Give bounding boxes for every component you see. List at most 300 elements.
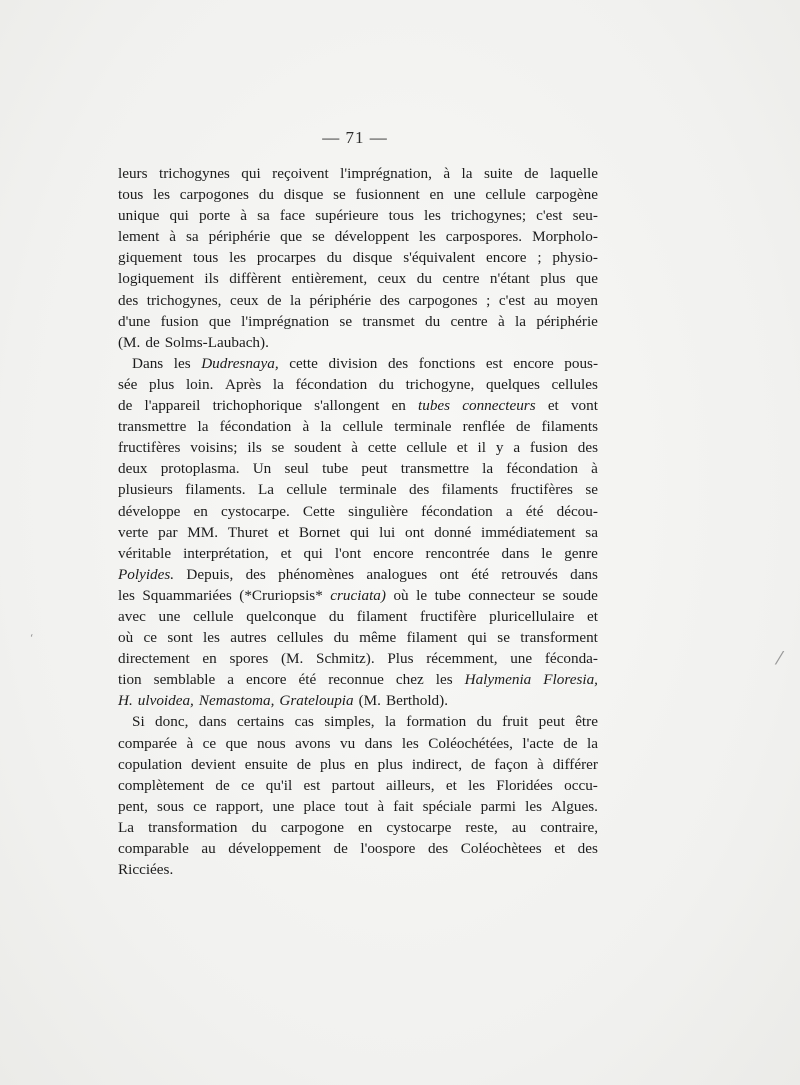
word: Solms-Laubach). [164, 333, 269, 351]
word: analogues [366, 565, 428, 583]
text-line [118, 479, 598, 500]
margin-pencil-stroke: ⁄ [778, 648, 782, 669]
word: du [258, 186, 274, 204]
word: carpospores. [445, 228, 523, 246]
word: moyen [556, 291, 598, 309]
word: la [384, 713, 396, 731]
word: quelques [485, 375, 540, 393]
word: deux [118, 460, 148, 478]
word: MM. [187, 523, 219, 541]
word: de [471, 755, 486, 773]
word: les [118, 586, 135, 604]
word: tous [192, 249, 219, 267]
word: est [303, 776, 321, 794]
word: différer [552, 755, 598, 773]
word: à [302, 418, 310, 436]
word: phénomènes [278, 565, 355, 583]
word: formation [406, 713, 467, 731]
word: se [542, 586, 555, 604]
word: ce [241, 776, 255, 794]
word: a [505, 502, 513, 520]
word: Coléochétées, [428, 734, 513, 752]
word: se [585, 481, 598, 499]
word: peut [361, 460, 388, 478]
word: les [229, 249, 246, 267]
word: et [587, 607, 598, 625]
word: entièrement, [291, 270, 368, 288]
text-line [118, 226, 598, 247]
word: carpogones [179, 186, 249, 204]
word: sa [257, 207, 270, 225]
word: ce [193, 797, 207, 815]
word: ulvoidea, [137, 692, 194, 710]
word: Polyides. [118, 565, 175, 583]
word: et [547, 397, 559, 415]
word: filament [356, 607, 408, 625]
word: à [351, 439, 358, 457]
word: Floridées [496, 776, 553, 794]
word: carpogone [280, 818, 344, 836]
word: carpogène [535, 186, 598, 204]
text-line [118, 437, 598, 458]
word: trichogynes; [450, 207, 527, 225]
word: et [278, 523, 290, 541]
word: d'une [118, 312, 151, 330]
word: tous [118, 186, 144, 204]
word: une [272, 797, 295, 815]
word: renflée [462, 418, 505, 436]
word: l'oospore [360, 840, 416, 857]
word: sous [157, 797, 185, 815]
word: complètement [118, 776, 205, 794]
word: vu [339, 734, 356, 752]
word: plusieurs [118, 481, 173, 499]
text-line [118, 564, 598, 585]
word: (*Cruriopsis* [239, 586, 323, 604]
word: filaments [541, 418, 598, 436]
word: reste, [465, 818, 498, 836]
word: face [279, 207, 306, 225]
word: rapport, [215, 797, 264, 815]
word: immédiatement [481, 523, 576, 541]
text-line [118, 817, 598, 838]
word: à [240, 207, 248, 225]
word: de [515, 418, 531, 436]
word: transforment [520, 629, 598, 647]
word: de [296, 755, 312, 773]
text-line [118, 395, 598, 416]
text-line [118, 754, 598, 775]
word: de [563, 734, 578, 752]
text-line [118, 374, 598, 395]
text-line [118, 796, 598, 817]
word: du [333, 629, 349, 647]
word: des [577, 439, 598, 457]
word: a [513, 439, 521, 457]
word: que [576, 270, 598, 288]
word: du [378, 375, 394, 393]
word: fécondation [219, 418, 292, 436]
word: transmettre [400, 460, 470, 478]
word: la [290, 291, 302, 309]
word: Schmitz). [316, 650, 375, 668]
word: où [118, 629, 134, 647]
word: et [445, 776, 457, 794]
word: fructifères [118, 439, 181, 457]
word: ce [143, 629, 158, 647]
word: décou- [556, 502, 598, 520]
word: des [427, 840, 449, 857]
word: les [525, 797, 542, 815]
word: tous [388, 207, 414, 225]
word: qui [303, 544, 323, 562]
word: autres [230, 629, 267, 647]
text-line [118, 163, 598, 184]
text-line [118, 585, 598, 606]
word: physio- [552, 249, 598, 267]
word: lui [379, 523, 396, 541]
word: sée [118, 375, 138, 393]
word: logiquement [118, 270, 194, 288]
word: les [173, 354, 191, 372]
word: que [225, 734, 248, 752]
text-line [118, 648, 598, 669]
word: les [401, 734, 419, 752]
word: des [118, 291, 139, 309]
word: cellule [485, 186, 526, 204]
word: genre [564, 544, 598, 562]
word: l'imprégnation, [340, 165, 432, 182]
word: développent [334, 228, 409, 246]
word: Coléochètees [460, 840, 542, 857]
word: le [541, 544, 553, 562]
word: une [510, 650, 533, 668]
word: fécondation [506, 460, 578, 478]
word: cas [294, 713, 314, 731]
word: du [326, 249, 342, 267]
word: lement [118, 228, 160, 246]
word: porte [198, 207, 231, 225]
word: Dudresnaya, [201, 354, 279, 372]
word: c'est [536, 207, 563, 225]
word: copulation [118, 755, 183, 773]
word: les [468, 776, 485, 794]
word: donc, [155, 713, 189, 731]
word: tube [322, 460, 349, 478]
word: la [461, 165, 473, 182]
text-line [118, 184, 598, 205]
word: pous- [564, 354, 598, 372]
word: spéciale [422, 797, 472, 815]
word: filaments. [185, 481, 246, 499]
word: Grateloupia [279, 692, 354, 710]
text-line [118, 205, 598, 226]
word: loin. [185, 375, 214, 393]
word: récemment, [426, 650, 498, 668]
word: seu- [572, 207, 598, 225]
word: Depuis, [186, 565, 234, 583]
word: qui [169, 207, 189, 225]
word: de [333, 840, 348, 857]
word: carpogones [408, 291, 478, 309]
word: seul [284, 460, 309, 478]
text-line [118, 522, 598, 543]
word: sa [186, 228, 199, 246]
word: semblable [153, 671, 216, 689]
word: ceux [377, 270, 407, 288]
word: de [145, 333, 160, 351]
word: tubes [418, 397, 451, 415]
word: H. [118, 692, 133, 710]
word: (M. [118, 333, 141, 351]
word: au [201, 840, 216, 857]
word: Algues. [551, 797, 598, 815]
word: suite [483, 165, 513, 182]
word: voisins; [190, 439, 238, 457]
word: verte [118, 523, 149, 541]
word: en [429, 186, 444, 204]
word: comparable [118, 840, 189, 857]
word: fonctions [418, 354, 476, 372]
word: Thuret [227, 523, 269, 541]
word: plus [149, 375, 175, 393]
word: véritable [118, 544, 172, 562]
word: dans [570, 565, 598, 583]
word: a [227, 671, 234, 689]
word: des [577, 840, 598, 857]
word: et [554, 840, 566, 857]
word: à [169, 228, 177, 246]
word: où [393, 586, 409, 604]
word: y [495, 439, 504, 457]
word: plus [377, 755, 403, 773]
word: des [387, 354, 409, 372]
word: pluricellulaire [489, 607, 575, 625]
word: donné [434, 523, 472, 541]
word: contraire, [540, 818, 598, 836]
word: chez [395, 671, 424, 689]
word: être [575, 713, 598, 731]
word: occu- [564, 776, 598, 794]
text-line [118, 332, 598, 353]
word: ils [204, 270, 219, 288]
word: la [272, 375, 284, 393]
word: cette [367, 439, 397, 457]
text-line [118, 669, 598, 690]
word: du [328, 607, 345, 625]
text-line [118, 838, 598, 859]
word: la [587, 734, 598, 752]
word: en [391, 397, 406, 415]
word: fructifères [510, 481, 573, 499]
word: directement [118, 650, 190, 668]
text-line [118, 733, 598, 754]
word: La [118, 818, 135, 836]
word: singulière [348, 502, 408, 520]
word: trichogyne, [405, 375, 475, 393]
word: Squammariées [142, 586, 232, 604]
word: l'acte [522, 734, 554, 752]
word: c'est [498, 291, 526, 309]
word: du [251, 818, 267, 836]
word: fruit [502, 713, 529, 731]
word: la [482, 460, 494, 478]
word: ensuite [244, 755, 288, 773]
word: cystocarpe. [221, 502, 290, 520]
word: façon [494, 755, 529, 773]
word: cellule [406, 439, 447, 457]
word: l'appareil [144, 397, 201, 415]
word: trichogynes, [146, 291, 222, 309]
word: terminale [394, 418, 452, 436]
word: des [379, 291, 400, 309]
word: cellules [276, 629, 324, 647]
word: place [303, 797, 336, 815]
word: se [271, 439, 285, 457]
word: leurs [118, 165, 148, 182]
word: fusionnent [355, 186, 420, 204]
word: qu'il [265, 776, 293, 794]
word: n'étant [489, 270, 530, 288]
word: de [524, 165, 539, 182]
word: quelconque [246, 607, 317, 625]
word: au [511, 818, 527, 836]
word: soude [562, 586, 598, 604]
word: indirect, [411, 755, 463, 773]
word: ; [486, 291, 491, 309]
word: de [215, 776, 230, 794]
word: cruciata) [330, 586, 386, 604]
word: en [358, 818, 373, 836]
word: supérieure [315, 207, 379, 225]
word: à [186, 734, 194, 752]
word: cellule [193, 607, 234, 625]
word: giquement [118, 249, 183, 267]
page-number: — 71 — [322, 128, 388, 147]
word: le [416, 586, 428, 604]
word: développe [118, 502, 181, 520]
word: simples, [324, 713, 375, 731]
word: trichogynes [158, 165, 230, 182]
word: qui [467, 629, 487, 647]
word: du [416, 270, 432, 288]
word: féconda- [544, 650, 598, 668]
word: fait [393, 797, 414, 815]
word: Morpholo- [532, 228, 598, 246]
word: partout [331, 776, 375, 794]
word: plus [320, 755, 346, 773]
word: centre [442, 270, 480, 288]
word: Plus [387, 650, 414, 668]
margin-speck: ‘ [30, 632, 34, 645]
text-line [118, 711, 598, 732]
word: cystocarpe [386, 818, 452, 836]
word: les [203, 629, 220, 647]
word: (M. [280, 650, 304, 668]
word: les [435, 671, 453, 689]
word: les [418, 228, 436, 246]
word: nous [256, 734, 286, 752]
word: été [525, 502, 544, 520]
word: encore [513, 354, 554, 372]
word: retrouvés [501, 565, 558, 583]
text-line [118, 606, 598, 627]
text-line [118, 543, 598, 564]
word: se [312, 228, 325, 246]
word: et [280, 544, 292, 562]
word: s'équivalent [403, 249, 476, 267]
word: Un [252, 460, 272, 478]
text-line [118, 290, 598, 311]
word: fécondation [421, 502, 493, 520]
word: ; [537, 249, 542, 267]
word: soudent [294, 439, 342, 457]
word: des [245, 565, 266, 583]
text-line [118, 311, 598, 332]
word: disque [352, 249, 393, 267]
word: spores [229, 650, 269, 668]
word: à [377, 797, 385, 815]
word: périphérie [309, 291, 372, 309]
word: fécondation [295, 375, 368, 393]
word: Ricciées. [118, 861, 174, 879]
word: qui [349, 523, 370, 541]
word: Berthold). [385, 692, 448, 710]
word: encore [373, 544, 414, 562]
word: parmi [480, 797, 517, 815]
word: Dans [132, 354, 164, 372]
word: ce [202, 734, 217, 752]
word: en [202, 650, 217, 668]
word: tion [118, 671, 142, 689]
word: division [328, 354, 378, 372]
word: diffèrent [229, 270, 282, 288]
word: une [453, 186, 476, 204]
word: ont [439, 565, 459, 583]
word: à [443, 165, 451, 182]
word: devient [191, 755, 236, 773]
text-line [118, 416, 598, 437]
word: rencontrée [425, 544, 490, 562]
word: Si [132, 713, 145, 731]
word: que [208, 312, 231, 330]
word: que [280, 228, 303, 246]
word: la [515, 312, 527, 330]
text-line [118, 247, 598, 268]
word: de [118, 397, 133, 415]
word: cellule [286, 481, 327, 499]
word: à [536, 755, 544, 773]
word: se [339, 312, 353, 330]
word: transmettre [118, 418, 187, 436]
word: une [158, 607, 181, 625]
body-text [118, 163, 598, 880]
word: avec [118, 607, 146, 625]
word: en [354, 755, 369, 773]
word: qui [241, 165, 261, 182]
text-line [118, 501, 598, 522]
text-line [118, 775, 598, 796]
text-line [118, 690, 598, 711]
word: ils [247, 439, 262, 457]
word: cellules [551, 375, 598, 393]
word: Cette [302, 502, 335, 520]
word: Floresia, [543, 671, 598, 689]
word: fusion [160, 312, 199, 330]
word: transformation [148, 818, 238, 836]
word: encore [246, 671, 287, 689]
text-line [118, 268, 598, 289]
